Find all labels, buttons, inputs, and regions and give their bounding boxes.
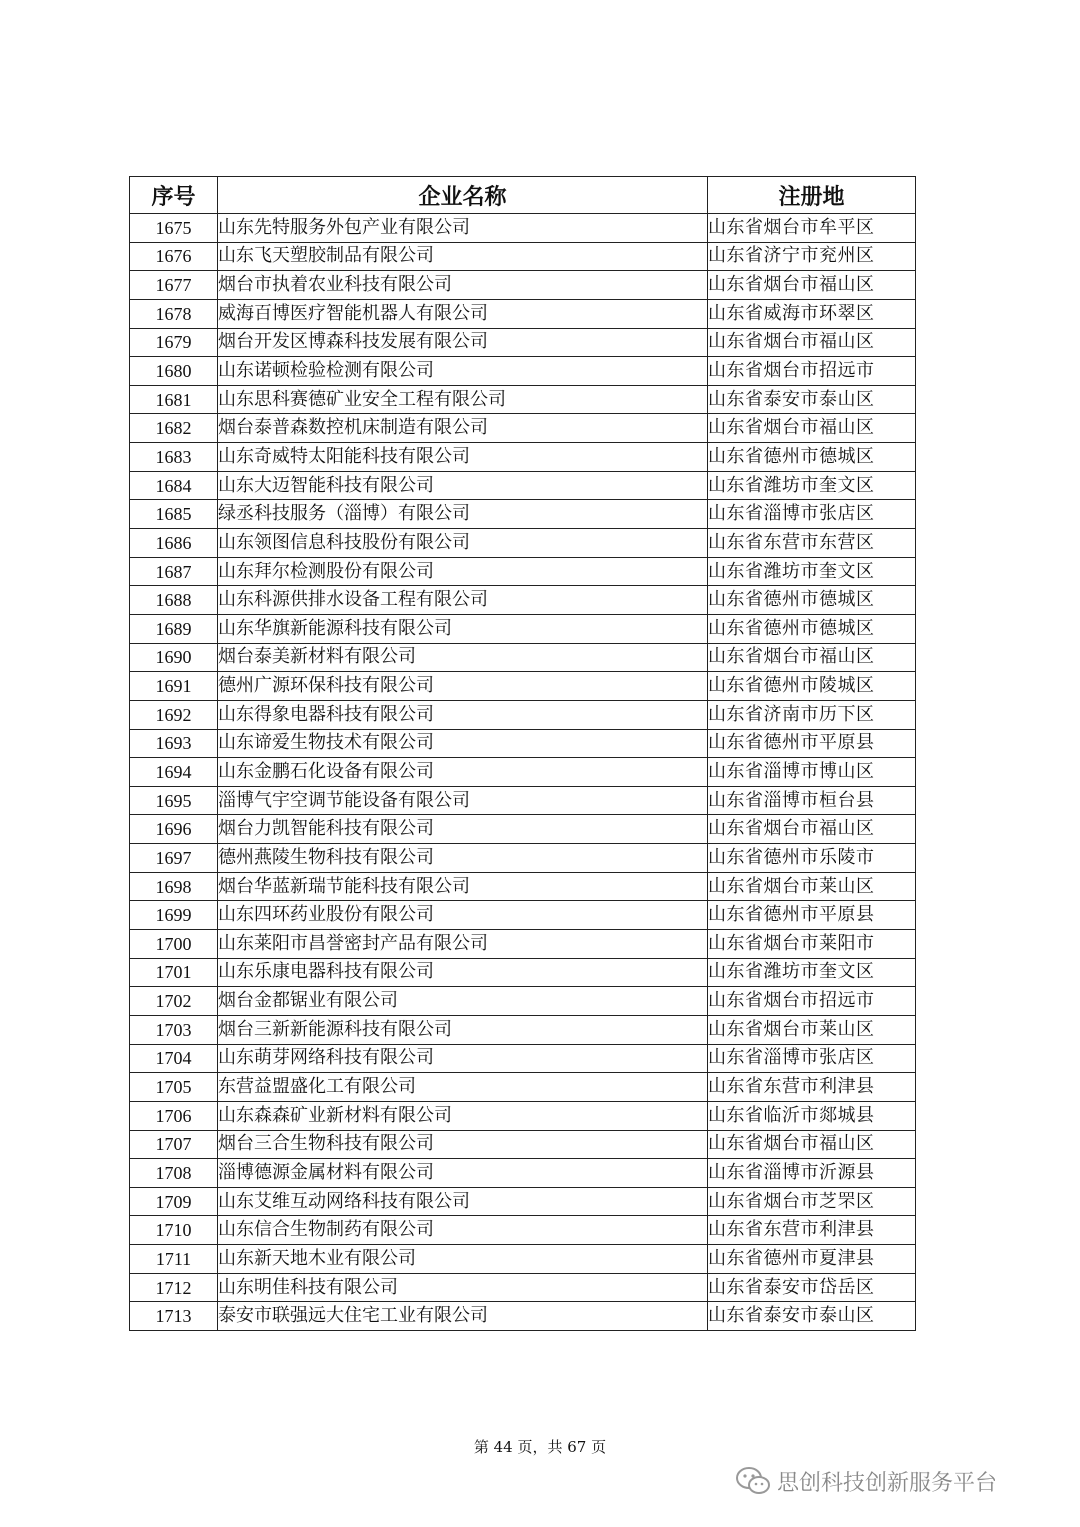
table-row	[130, 1187, 916, 1216]
cell-seq: 1706	[130, 1101, 218, 1130]
cell-company-name: 烟台力凯智能科技有限公司	[218, 815, 708, 844]
cell-registered-place: 山东省烟台市莱山区	[708, 1015, 916, 1044]
table-row	[130, 844, 916, 873]
table-row	[130, 729, 916, 758]
cell-company-name: 山东思科赛德矿业安全工程有限公司	[218, 385, 708, 414]
cell-company-name: 烟台金都锯业有限公司	[218, 987, 708, 1016]
cell-seq: 1703	[130, 1015, 218, 1044]
table-row	[130, 586, 916, 615]
cell-company-name: 烟台泰普森数控机床制造有限公司	[218, 414, 708, 443]
cell-registered-place: 山东省淄博市桓台县	[708, 786, 916, 815]
cell-registered-place: 山东省德州市乐陵市	[708, 844, 916, 873]
cell-registered-place: 山东省烟台市福山区	[708, 414, 916, 443]
cell-registered-place: 山东省泰安市岱岳区	[708, 1273, 916, 1302]
watermark	[735, 1461, 997, 1501]
cell-registered-place: 山东省烟台市福山区	[708, 1130, 916, 1159]
cell-registered-place: 山东省德州市陵城区	[708, 672, 916, 701]
table-row	[130, 357, 916, 386]
cell-company-name: 山东得象电器科技有限公司	[218, 700, 708, 729]
cell-registered-place: 山东省烟台市福山区	[708, 328, 916, 357]
cell-seq: 1707	[130, 1130, 218, 1159]
table-row	[130, 529, 916, 558]
cell-company-name: 淄博德源金属材料有限公司	[218, 1159, 708, 1188]
cell-company-name: 山东四环药业股份有限公司	[218, 901, 708, 930]
table-row	[130, 1302, 916, 1331]
cell-registered-place: 山东省烟台市牟平区	[708, 214, 916, 243]
cell-company-name: 烟台开发区博森科技发展有限公司	[218, 328, 708, 357]
table-row	[130, 1130, 916, 1159]
page-number: 第 44 页，共 67 页	[473, 1438, 607, 1456]
cell-registered-place: 山东省德州市德城区	[708, 614, 916, 643]
cell-registered-place: 山东省济宁市兖州区	[708, 242, 916, 271]
table-row	[130, 1273, 916, 1302]
cell-seq: 1711	[130, 1245, 218, 1274]
table-row	[130, 930, 916, 959]
cell-seq: 1695	[130, 786, 218, 815]
table-row	[130, 901, 916, 930]
table-row	[130, 271, 916, 300]
cell-seq: 1699	[130, 901, 218, 930]
cell-seq: 1694	[130, 758, 218, 787]
cell-registered-place: 山东省烟台市福山区	[708, 815, 916, 844]
table-row	[130, 214, 916, 243]
cell-seq: 1677	[130, 271, 218, 300]
cell-seq: 1676	[130, 242, 218, 271]
cell-registered-place: 山东省泰安市泰山区	[708, 385, 916, 414]
cell-company-name: 山东明佳科技有限公司	[218, 1273, 708, 1302]
table-row	[130, 700, 916, 729]
cell-company-name: 山东艾维互动网络科技有限公司	[218, 1187, 708, 1216]
cell-seq: 1680	[130, 357, 218, 386]
cell-seq: 1682	[130, 414, 218, 443]
cell-company-name: 山东莱阳市昌誉密封产品有限公司	[218, 930, 708, 959]
table-row	[130, 443, 916, 472]
cell-registered-place: 山东省淄博市沂源县	[708, 1159, 916, 1188]
table-row	[130, 385, 916, 414]
cell-registered-place: 山东省烟台市招远市	[708, 357, 916, 386]
header-seq: 序号	[130, 177, 218, 214]
cell-company-name: 德州燕陵生物科技有限公司	[218, 844, 708, 873]
cell-company-name: 山东领图信息科技股份有限公司	[218, 529, 708, 558]
table-row	[130, 1015, 916, 1044]
cell-company-name: 山东信合生物制药有限公司	[218, 1216, 708, 1245]
cell-seq: 1685	[130, 500, 218, 529]
cell-registered-place: 山东省德州市平原县	[708, 901, 916, 930]
cell-company-name: 泰安市联强远大住宅工业有限公司	[218, 1302, 708, 1331]
cell-seq: 1681	[130, 385, 218, 414]
cell-company-name: 东营益盟盛化工有限公司	[218, 1073, 708, 1102]
cell-seq: 1708	[130, 1159, 218, 1188]
cell-registered-place: 山东省东营市利津县	[708, 1073, 916, 1102]
cell-registered-place: 山东省潍坊市奎文区	[708, 958, 916, 987]
cell-seq: 1684	[130, 471, 218, 500]
cell-seq: 1696	[130, 815, 218, 844]
table-row	[130, 1044, 916, 1073]
table-header-row	[130, 177, 916, 214]
table-row	[130, 643, 916, 672]
cell-registered-place: 山东省临沂市郯城县	[708, 1101, 916, 1130]
table-row	[130, 1159, 916, 1188]
cell-registered-place: 山东省泰安市泰山区	[708, 1302, 916, 1331]
cell-registered-place: 山东省德州市德城区	[708, 443, 916, 472]
cell-company-name: 烟台三合生物科技有限公司	[218, 1130, 708, 1159]
cell-registered-place: 山东省东营市东营区	[708, 529, 916, 558]
cell-seq: 1709	[130, 1187, 218, 1216]
cell-seq: 1712	[130, 1273, 218, 1302]
table-row	[130, 414, 916, 443]
cell-registered-place: 山东省烟台市莱阳市	[708, 930, 916, 959]
cell-seq: 1702	[130, 987, 218, 1016]
cell-company-name: 山东萌芽网络科技有限公司	[218, 1044, 708, 1073]
table-row	[130, 758, 916, 787]
table-row	[130, 299, 916, 328]
cell-company-name: 山东拜尔检测股份有限公司	[218, 557, 708, 586]
cell-seq: 1689	[130, 614, 218, 643]
table-row	[130, 987, 916, 1016]
table-row	[130, 1216, 916, 1245]
cell-company-name: 山东新天地木业有限公司	[218, 1245, 708, 1274]
cell-registered-place: 山东省东营市利津县	[708, 1216, 916, 1245]
cell-registered-place: 山东省烟台市芝罘区	[708, 1187, 916, 1216]
cell-company-name: 山东乐康电器科技有限公司	[218, 958, 708, 987]
table-row	[130, 815, 916, 844]
cell-company-name: 山东先特服务外包产业有限公司	[218, 214, 708, 243]
watermark-text: 思创科技创新服务平台	[777, 1470, 998, 1496]
cell-seq: 1713	[130, 1302, 218, 1331]
cell-seq: 1686	[130, 529, 218, 558]
cell-company-name: 山东诺顿检验检测有限公司	[218, 357, 708, 386]
cell-seq: 1679	[130, 328, 218, 357]
cell-company-name: 山东科源供排水设备工程有限公司	[218, 586, 708, 615]
table-row	[130, 1073, 916, 1102]
cell-company-name: 威海百博医疗智能机器人有限公司	[218, 299, 708, 328]
table-row	[130, 872, 916, 901]
table-row	[130, 1101, 916, 1130]
cell-seq: 1678	[130, 299, 218, 328]
cell-seq: 1675	[130, 214, 218, 243]
cell-company-name: 烟台三新新能源科技有限公司	[218, 1015, 708, 1044]
table-row	[130, 958, 916, 987]
cell-seq: 1705	[130, 1073, 218, 1102]
table-row	[130, 557, 916, 586]
cell-registered-place: 山东省德州市夏津县	[708, 1245, 916, 1274]
cell-company-name: 山东奇威特太阳能科技有限公司	[218, 443, 708, 472]
cell-registered-place: 山东省烟台市福山区	[708, 271, 916, 300]
cell-seq: 1701	[130, 958, 218, 987]
cell-seq: 1698	[130, 872, 218, 901]
cell-company-name: 绿丞科技服务（淄博）有限公司	[218, 500, 708, 529]
cell-company-name: 山东飞天塑胶制品有限公司	[218, 242, 708, 271]
cell-seq: 1700	[130, 930, 218, 959]
table-row	[130, 672, 916, 701]
cell-company-name: 山东华旗新能源科技有限公司	[218, 614, 708, 643]
table-row	[130, 328, 916, 357]
cell-seq: 1683	[130, 443, 218, 472]
cell-seq: 1687	[130, 557, 218, 586]
cell-registered-place: 山东省德州市平原县	[708, 729, 916, 758]
table-row	[130, 614, 916, 643]
cell-company-name: 烟台泰美新材料有限公司	[218, 643, 708, 672]
cell-registered-place: 山东省威海市环翠区	[708, 299, 916, 328]
cell-registered-place: 山东省潍坊市奎文区	[708, 471, 916, 500]
cell-registered-place: 山东省淄博市张店区	[708, 1044, 916, 1073]
wechat-icon	[735, 1466, 771, 1496]
table-row	[130, 242, 916, 271]
cell-company-name: 烟台市执着农业科技有限公司	[218, 271, 708, 300]
table-row	[130, 471, 916, 500]
cell-seq: 1704	[130, 1044, 218, 1073]
cell-company-name: 淄博气宇空调节能设备有限公司	[218, 786, 708, 815]
cell-registered-place: 山东省德州市德城区	[708, 586, 916, 615]
cell-company-name: 山东大迈智能科技有限公司	[218, 471, 708, 500]
cell-registered-place: 山东省淄博市张店区	[708, 500, 916, 529]
table-row	[130, 786, 916, 815]
cell-registered-place: 山东省烟台市招远市	[708, 987, 916, 1016]
cell-seq: 1710	[130, 1216, 218, 1245]
header-company-name: 企业名称	[218, 177, 708, 214]
cell-company-name: 山东谛爱生物技术有限公司	[218, 729, 708, 758]
cell-registered-place: 山东省淄博市博山区	[708, 758, 916, 787]
cell-company-name: 山东金鹏石化设备有限公司	[218, 758, 708, 787]
cell-seq: 1697	[130, 844, 218, 873]
cell-registered-place: 山东省潍坊市奎文区	[708, 557, 916, 586]
cell-registered-place: 山东省济南市历下区	[708, 700, 916, 729]
cell-seq: 1688	[130, 586, 218, 615]
cell-company-name: 烟台华蓝新瑞节能科技有限公司	[218, 872, 708, 901]
cell-seq: 1690	[130, 643, 218, 672]
cell-company-name: 德州广源环保科技有限公司	[218, 672, 708, 701]
table-row	[130, 500, 916, 529]
cell-seq: 1693	[130, 729, 218, 758]
cell-company-name: 山东森森矿业新材料有限公司	[218, 1101, 708, 1130]
cell-seq: 1692	[130, 700, 218, 729]
header-registered-place: 注册地	[708, 177, 916, 214]
table-row	[130, 1245, 916, 1274]
cell-registered-place: 山东省烟台市福山区	[708, 643, 916, 672]
enterprise-table	[129, 176, 916, 1331]
cell-seq: 1691	[130, 672, 218, 701]
cell-registered-place: 山东省烟台市莱山区	[708, 872, 916, 901]
